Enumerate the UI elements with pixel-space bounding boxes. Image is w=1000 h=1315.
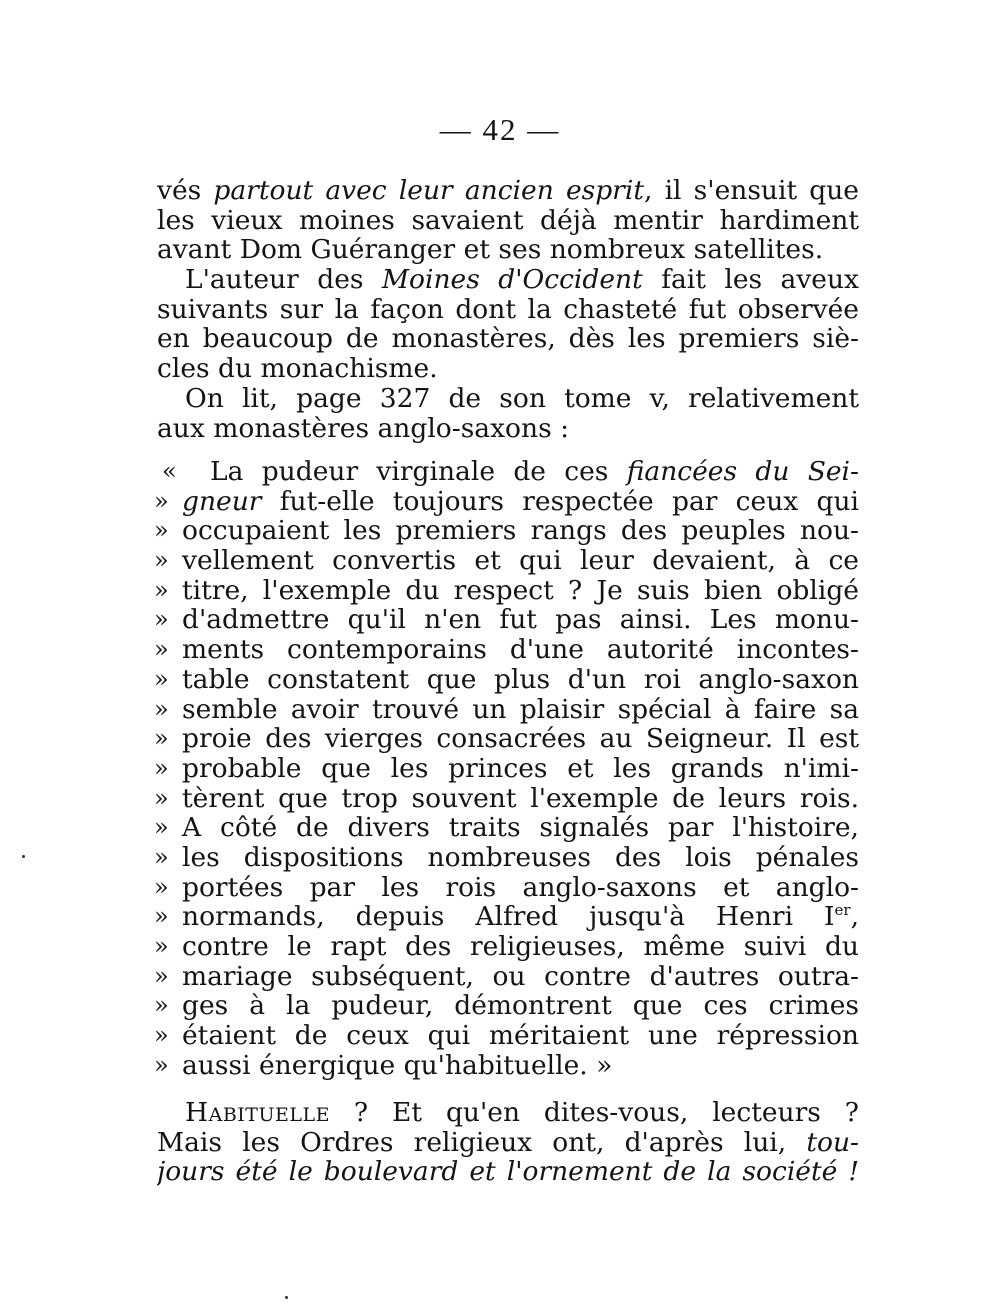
paragraph-author-confessions xyxy=(157,265,859,384)
continuation-quote-mark: » xyxy=(154,991,169,1020)
continuation-quote-mark: » xyxy=(154,872,169,901)
paragraph-citation-intro xyxy=(157,384,859,443)
text-line: On lit, page 327 de son tome v, relativement xyxy=(185,384,859,414)
paragraph-continuation xyxy=(157,176,859,265)
continuation-quote-mark: » xyxy=(154,813,169,842)
text-line: avant Dom Guéranger et ses nombreux satellites. xyxy=(157,235,824,266)
continuation-quote-mark: » xyxy=(154,1021,169,1050)
quote-line: « La pudeur virginale de ces fiancées du Sei- xyxy=(162,457,859,487)
page-number: — 42 — xyxy=(439,112,561,147)
quote-line: » semble avoir trouvé un plaisir spécial à faire sa xyxy=(154,694,859,725)
continuation-quote-mark: » xyxy=(154,932,169,960)
quotation-block xyxy=(150,457,859,1080)
continuation-quote-mark: » xyxy=(154,902,169,931)
text-line: vés partout avec leur ancien esprit, il s'ensuit que xyxy=(157,176,859,206)
quote-line: » vellement convertis et qui leur devaient, à ce xyxy=(154,546,859,576)
text-line: en beaucoup de monastères, dès les premiers siè- xyxy=(157,324,859,355)
quote-line: » les dispositions nombreuses des lois pénales xyxy=(154,842,859,873)
text-line: cles du monachisme. xyxy=(157,354,438,384)
print-speck xyxy=(285,1296,288,1299)
continuation-quote-mark: » xyxy=(154,546,169,575)
continuation-quote-mark: » xyxy=(154,753,169,782)
quote-line: » proie des vierges consacrées au Seigneur. Il est xyxy=(154,724,859,754)
text-line: suivants sur la façon dont la chasteté fut observée xyxy=(157,294,859,325)
continuation-quote-mark: » xyxy=(154,605,169,634)
text-line: Mais les Ordres religieux ont, d'après lui, tou- xyxy=(157,1127,859,1158)
quote-line: » contre le rapt des religieuses, même suivi du xyxy=(154,932,859,962)
quote-line: » ments contemporains d'une autorité incontes- xyxy=(154,635,859,665)
quote-line: » occupaient les premiers rangs des peuples nou- xyxy=(154,516,859,547)
quote-line: » gneur fut-elle toujours respectée par ceux qui xyxy=(154,486,859,517)
continuation-quote-mark: » xyxy=(154,664,169,693)
text-line: L'auteur des Moines d'Occident fait les aveux xyxy=(185,265,859,295)
text-line: Habituelle ? Et qu'en dites-vous, lecteurs ? xyxy=(185,1098,859,1128)
quote-line: » ges à la pudeur, démontrent que ces crimes xyxy=(154,991,859,1022)
quote-line: » étaient de ceux qui méritaient une répression xyxy=(154,1021,859,1051)
quote-line: » d'admettre qu'il n'en fut pas ainsi. Les monu- xyxy=(154,605,859,636)
continuation-quote-mark: » xyxy=(154,486,169,515)
continuation-quote-mark: » xyxy=(154,516,169,545)
print-speck xyxy=(22,855,25,858)
quote-line: » A côté de divers traits signalés par l'histoire, xyxy=(154,813,859,843)
paragraph-rebuttal xyxy=(157,1098,859,1187)
quote-line: » titre, l'exemple du respect ? Je suis bien obligé xyxy=(154,575,859,606)
continuation-quote-mark: » xyxy=(154,1050,169,1079)
quote-line: » normands, depuis Alfred jusqu'à Henri Ier, xyxy=(154,902,859,932)
continuation-quote-mark: » xyxy=(154,575,169,604)
quote-line: » mariage subséquent, ou contre d'autres outra- xyxy=(154,961,859,992)
quote-line: » aussi énergique qu'habituelle. » xyxy=(154,1050,613,1081)
continuation-quote-mark: » xyxy=(154,842,169,871)
quote-line: » table constatent que plus d'un roi anglo-saxon xyxy=(154,664,859,695)
text-line: jours été le boulevard et l'ornement de la société ! xyxy=(157,1157,859,1188)
continuation-quote-mark: » xyxy=(154,724,169,753)
text-line: les vieux moines savaient déjà mentir hardiment xyxy=(157,205,859,236)
text-line: aux monastères anglo-saxons : xyxy=(157,413,570,444)
quote-line: » probable que les princes et les grands n'imi- xyxy=(154,753,859,784)
continuation-quote-mark: » xyxy=(154,783,169,812)
continuation-quote-mark: » xyxy=(154,635,169,664)
open-quote-mark: « xyxy=(162,457,177,485)
quote-line: » tèrent que trop souvent l'exemple de leurs rois. xyxy=(154,783,859,814)
continuation-quote-mark: » xyxy=(154,961,169,990)
quote-line: » portées par les rois anglo-saxons et anglo- xyxy=(154,872,859,903)
continuation-quote-mark: » xyxy=(154,694,169,723)
